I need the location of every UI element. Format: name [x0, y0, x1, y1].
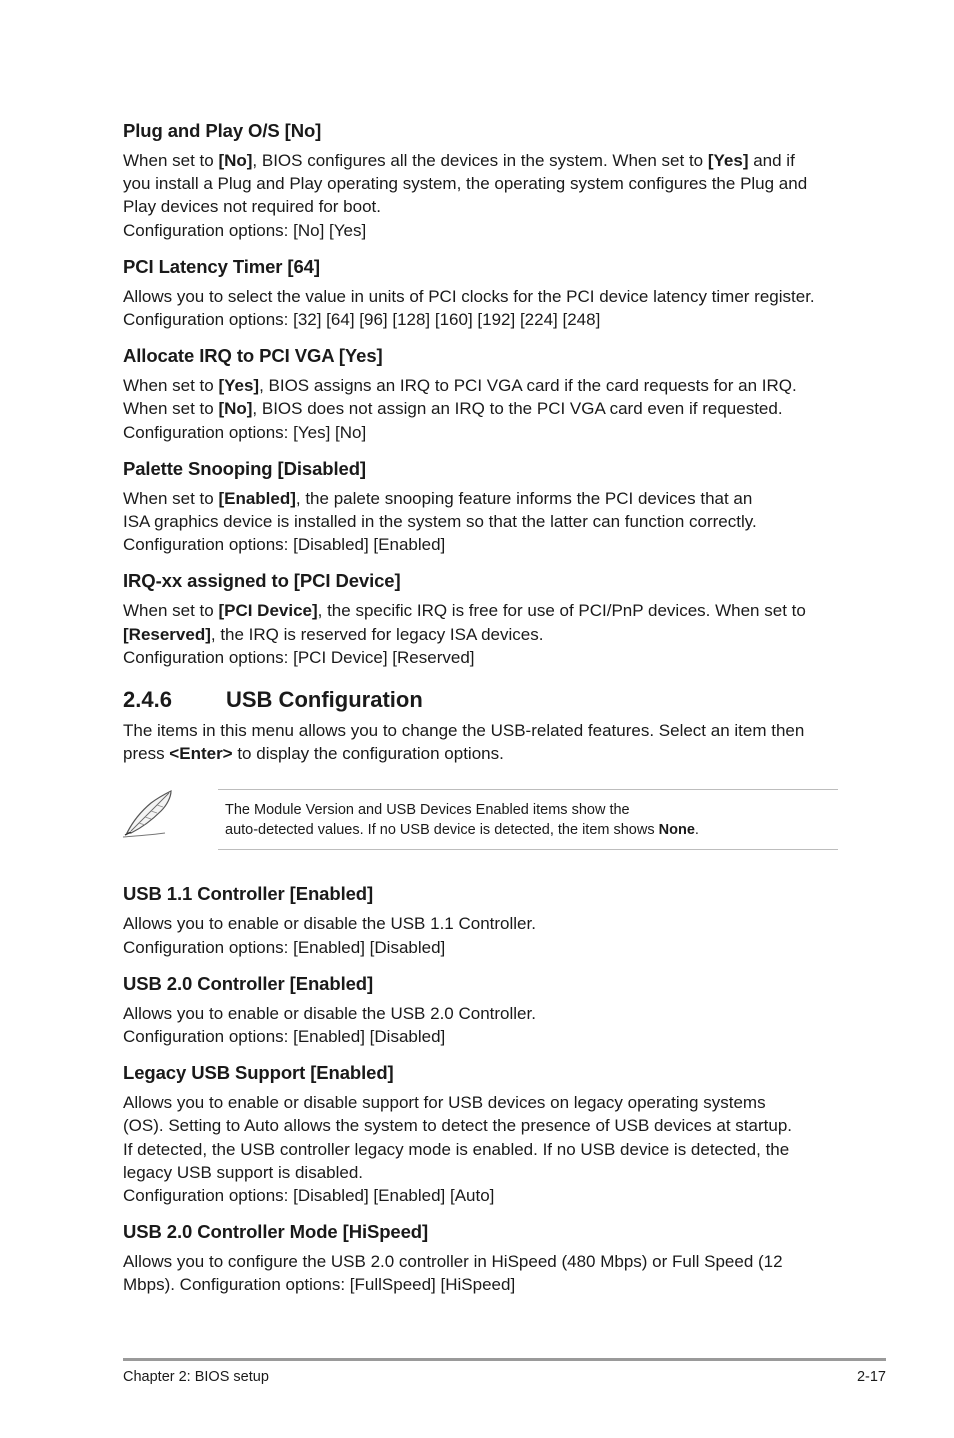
- section-body: [123, 912, 838, 958]
- text-segment: Configuration options: [Yes] [No]: [123, 422, 367, 442]
- text-line: [123, 599, 838, 622]
- section-body: [123, 285, 838, 331]
- text-line: [225, 800, 838, 820]
- text-line: [123, 397, 838, 420]
- text-segment: Mbps). Configuration options: [FullSpeed] [HiSpeed]: [123, 1275, 516, 1295]
- text-line: [123, 487, 838, 510]
- text-line: [123, 742, 838, 765]
- text-line: [123, 510, 838, 533]
- bold-text: [Reserved]: [123, 624, 211, 644]
- text-segment: Configuration options: [Disabled] [Enabled]: [123, 535, 446, 555]
- section-heading: Palette Snooping [Disabled]: [123, 457, 366, 479]
- text-segment: Configuration options: [32] [64] [96] [128] [160] [192] [224] [248]: [123, 310, 601, 330]
- text-segment: When set to: [123, 376, 219, 396]
- text-segment: Allows you to enable or disable the USB 2.0 Controller.: [123, 1003, 536, 1023]
- text-line: [123, 1184, 838, 1207]
- text-line: [123, 1091, 838, 1114]
- section-heading: Plug and Play O/S [No]: [123, 120, 322, 141]
- text-line: [225, 820, 838, 840]
- section-heading: PCI Latency Timer [64]: [123, 255, 320, 277]
- bold-text: [Yes]: [707, 151, 749, 170]
- footer-page-number: 2-17: [856, 1369, 886, 1385]
- text-segment: ISA graphics device is installed in the system so that the latter can function correctly.: [123, 512, 757, 532]
- text-segment: to display the configuration options.: [232, 744, 504, 764]
- chapter-intro: [123, 719, 838, 765]
- section-heading: Allocate IRQ to PCI VGA [Yes]: [123, 345, 383, 367]
- text-segment: When set to: [123, 488, 219, 508]
- text-line: [123, 1250, 838, 1273]
- section-body: [123, 1002, 838, 1048]
- text-segment: Play devices not required for boot.: [123, 197, 381, 217]
- text-segment: Allows you to enable or disable support for USB devices on legacy operating systems: [123, 1093, 766, 1113]
- text-segment: The Module Version and USB Devices Enabled items show the: [225, 802, 630, 819]
- text-segment: Configuration options: [No] [Yes]: [123, 220, 367, 240]
- text-segment: If detected, the USB controller legacy mode is enabled. If no USB device is detected, the: [123, 1139, 790, 1159]
- text-line: [123, 719, 838, 742]
- text-line: [123, 912, 838, 935]
- text-segment: Allows you to select the value in units of PCI clocks for the PCI device latency timer register.: [123, 286, 815, 306]
- text-segment: The items in this menu allows you to change the USB-related features. Select an item then: [123, 721, 805, 741]
- section-heading: IRQ-xx assigned to [PCI Device]: [123, 570, 401, 592]
- text-segment: When set to: [123, 151, 219, 170]
- text-line: [123, 1025, 838, 1048]
- top-sections: [123, 118, 838, 669]
- text-segment: auto-detected values. If no USB device is detected, the item shows: [225, 822, 659, 839]
- text-line: [123, 1138, 838, 1161]
- text-line: [123, 285, 838, 308]
- text-line: [123, 308, 838, 331]
- note-callout: [123, 789, 838, 849]
- text-segment: press: [123, 744, 170, 764]
- text-line: [123, 533, 838, 556]
- text-segment: , BIOS assigns an IRQ to PCI VGA card if the card requests for an IRQ.: [259, 376, 797, 396]
- text-line: [123, 374, 838, 397]
- section-body: [123, 487, 838, 557]
- text-segment: legacy USB support is disabled.: [123, 1162, 364, 1182]
- text-line: [123, 172, 838, 195]
- text-segment: you install a Plug and Play operating system, the operating system configures the Plug and: [123, 174, 808, 194]
- section-body: [123, 599, 838, 669]
- text-segment: , the palete snooping feature informs the PCI devices that an: [295, 488, 753, 508]
- text-segment: When set to: [123, 601, 219, 621]
- bold-text: [No]: [218, 399, 253, 419]
- text-segment: .: [694, 822, 699, 839]
- text-segment: and if: [748, 151, 795, 170]
- text-line: [123, 623, 838, 646]
- section-heading: USB 2.0 Controller Mode [HiSpeed]: [123, 1221, 429, 1243]
- text-line: [123, 1273, 838, 1296]
- text-segment: , the specific IRQ is free for use of PCI/PnP devices. When set to: [317, 601, 806, 621]
- text-line: [123, 195, 838, 218]
- bold-text: [No]: [218, 151, 253, 170]
- text-line: [123, 149, 838, 172]
- bottom-sections: [123, 881, 838, 1296]
- section-body: [123, 1091, 838, 1207]
- text-line: [123, 1114, 838, 1137]
- bold-text: None: [658, 822, 695, 839]
- text-line: [123, 936, 838, 959]
- text-segment: , BIOS configures all the devices in the system. When set to: [252, 151, 708, 170]
- footer-divider: [123, 1358, 886, 1361]
- text-segment: (OS). Setting to Auto allows the system to detect the presence of USB devices at startup.: [123, 1116, 793, 1136]
- bold-text: [Yes]: [218, 376, 260, 396]
- section-body: [123, 374, 838, 444]
- text-line: [123, 421, 838, 444]
- chapter-heading: [123, 685, 838, 715]
- note-text: [218, 789, 838, 850]
- bold-text: [Enabled]: [218, 488, 296, 508]
- section-body: [123, 149, 838, 242]
- text-segment: , BIOS does not assign an IRQ to the PCI VGA card even if requested.: [252, 399, 783, 419]
- section-body: [123, 1250, 838, 1296]
- section-heading: USB 2.0 Controller [Enabled]: [123, 972, 374, 994]
- text-line: [123, 1161, 838, 1184]
- text-segment: Configuration options: [PCI Device] [Reserved]: [123, 647, 475, 667]
- bold-text: [PCI Device]: [218, 601, 318, 621]
- text-segment: Configuration options: [Enabled] [Disabled]: [123, 937, 446, 957]
- text-segment: Configuration options: [Disabled] [Enabled] [Auto]: [123, 1186, 495, 1206]
- chapter-number: 2.4.6: [123, 687, 172, 713]
- text-segment: When set to: [123, 399, 219, 419]
- section-heading: USB 1.1 Controller [Enabled]: [123, 883, 374, 905]
- text-line: [123, 1002, 838, 1025]
- text-line: [123, 646, 838, 669]
- text-segment: Configuration options: [Enabled] [Disabled]: [123, 1027, 446, 1047]
- footer-chapter: Chapter 2: BIOS setup: [123, 1369, 269, 1385]
- page-content: [123, 118, 838, 1309]
- pen-note-icon: [121, 789, 175, 839]
- text-line: [123, 219, 838, 242]
- text-segment: Allows you to enable or disable the USB 1.1 Controller.: [123, 914, 536, 934]
- section-heading: Legacy USB Support [Enabled]: [123, 1062, 394, 1084]
- text-segment: , the IRQ is reserved for legacy ISA devices.: [210, 624, 544, 644]
- chapter-title: USB Configuration: [226, 687, 423, 713]
- bold-text: <Enter>: [169, 744, 233, 764]
- text-segment: Allows you to configure the USB 2.0 controller in HiSpeed (480 Mbps) or Full Speed (12: [123, 1252, 783, 1272]
